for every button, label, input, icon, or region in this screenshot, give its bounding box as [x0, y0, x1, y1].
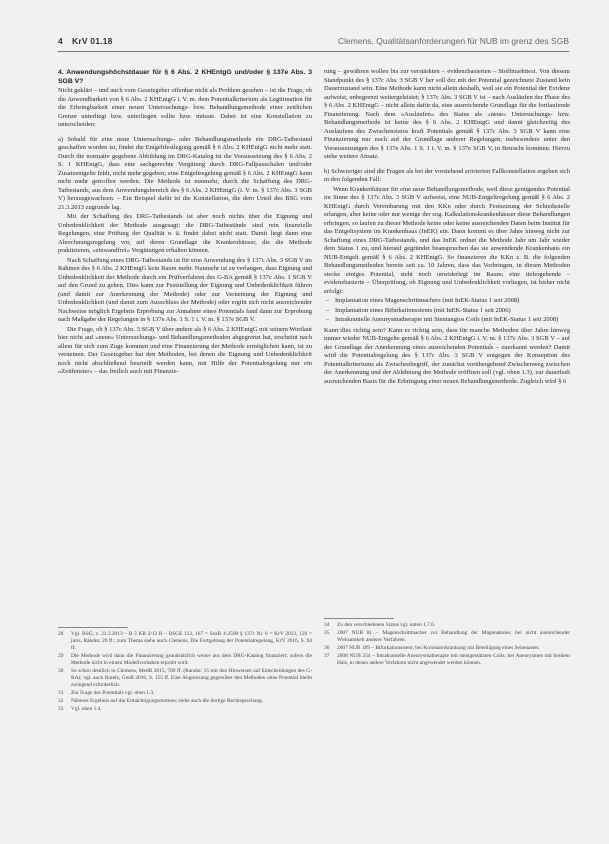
- intro-paragraph: Nicht geklärt – und auch vom Gesetzgeber offenbar nicht als Problem gesehen – ist die Frage, ob die Anwendbarkeit von § 6 Abs. 2 KHEntgG i. V. m. dem Potentialkriterium als Legitimation für die Erbringbarkeit einer neuen Untersuchungs- bzw. Behandlungsmethode einer zeitlichen Grenze unterliegt bzw. unterliegen sollte bzw. müsste. Dabei ist eine Konstellation zu unterscheiden:: [58, 87, 312, 128]
- footnote-number: 28: [58, 631, 64, 637]
- footnote-text: So schon deutlich in Clemens, MedR 2015, 789 ff. (Randnr. 15 mit den Hinweisen auf Entscheidungen des G-BA); vgl. auch Roters, GesR 2016, S. 155 ff. Eine Abgrenzung gegenüber den Methoden ohne Potential bleibt zwingend erforderlich.: [71, 668, 312, 688]
- right-column: [324, 68, 570, 387]
- body-paragraph: Nach Schaffung eines DRG-Tatbestands ist für eine Anwendung des § 137c Abs. 3 SGB V im Rahmen des § 6 Abs. 2 KHEntgG kein Raum mehr. Nunmehr ist zu verlangen, dass Eignung und Unbedenklichkeit der Methode durch ein Prüfverfahren des G-BA gemäß § 137c Abs. 1 SGB V auf den Grund zu gehen. Dies kann zur Feststellung der Eignung und Unbedenklichkeit führen (und damit zur Anerkennung der Methode) oder zur Verneinung der Eignung und Unbedenklichkeit (und damit zum Ausschluss der Methode) oder ergibt sich nicht ausreichender Nachweise möglich Ergebnis Erprobung zur Annahme eines Potentials fand dann zur Erprobung nach Maßgabe der Regelungen in § 137e Abs. 1 S. 1 i. V. m. § 137e SGB V.: [58, 256, 312, 323]
- page-number: 4: [58, 36, 63, 46]
- footnote-number: 29: [58, 653, 64, 659]
- running-header: [58, 36, 569, 50]
- list-item: – Implantation eines Bifurkationsstents (mit InEK-Status 1 seit 2006): [335, 307, 570, 316]
- footnote-number: 33: [58, 706, 64, 712]
- list-item: – Intrakranielle Aneurysmatherapie mit Stentangios Coils (mit InEK-Status 1 seit 2008): [335, 316, 570, 325]
- footnote-number: 35: [324, 630, 330, 636]
- footnote-text: 2007 NUB 189 – Bifurkationsstent; bei Koronarerkrankung mit Beteiligung eines Seitenastes.: [337, 645, 540, 651]
- footnote: [324, 645, 570, 652]
- footnote-number: 36: [324, 645, 330, 651]
- footnote-text: Zu den verschiedenen Status vgl. unten 1.7.6.: [337, 622, 436, 628]
- journal-name: KrV 01.18: [72, 36, 113, 46]
- footnote-text: 2007 NUB 81 – Magenschrittmacher zur Behandlung der Magenatonie; bei nicht ausreichender Wirksamkeit anderer Verfahren.: [337, 630, 570, 643]
- footnote: [324, 622, 570, 629]
- subsection-a-paragraph: a) Sobald für eine neue Untersuchungs- oder Behandlungsmethode ein DRG-Tatbestand geschaffen worden ist, findet die Entgeltfestlegung gemäß § 6 Abs. 2 KHEntgG nicht mehr statt. Durch die normativ gegebene Abbildung im DRG-Katalog ist die Voraussetzung des § 6 Abs. 2 S. 1 KHEntgG, dass eine sachgerechte Vergütung durch DRG-Fallpauschalen und/oder Zusatzentgelte fehlt, nicht mehr gegeben; eine Entgeltregelung gemäß § 6 Abs. 2 KHEntgG kann nicht mehr getroffen werden. Die Methode ist nunmehr, durch die Schaffung des DRG-Tatbestands, aus dem Anwendungsbereich des § 6 Abs. 2 KHEntgG (i. V. m. § 137c Abs. 3 SGB V) herausgewachsen. – Ein Beispiel dafür ist die Konstellation, die dem Urteil des BSG vom 21.3.2013 zugrunde lag.: [58, 135, 312, 211]
- body-paragraph: rung – gewähren wollen bis zur verstärkten – evidenzbasierten – Stoffmarkttest. Von diesem Standpunkt des § 137c Abs. 3 SGB V her soll der mit der Potential gezeichnete Zustand kein Dauerzustand sein. Eine Methode kann nicht allein deshalb, weil sie ein Potential der Evidenz aufweist, unbegrenzt weitergeleistet; § 137c Abs. 3 SGB V ist – nach Ausläufen der Phase des § 6 Abs. 2 KHEntgG – nicht allein dafür da, eine ausreichende Grundlage für die fortlaufende Finanzierung. Nach dem »Auslaufen« des Status als »neue« Untersuchungs- bzw. Behandlungsmethode ist keine des § 6 Abs. 2 KHEntgG und damit gleichzeitig des Auslaufens des Zwischenstatus kraft Potentials gemäß § 137c Abs. 3 SGB V kann eine Finanzierung nur noch auf der Grundlage anderer Regelungen, insbesondere unter den Voraussetzungen des § 137e Abs. 1 S. 1 i. V. m. § 137e SGB V, in Betracht kommen. Hierzu siehe weitere Ansatz.: [324, 68, 570, 160]
- body-paragraph: Die Frage, ob § 137c Abs. 3 SGB V über andere als § 6 Abs. 2 KHEntgG mit seinem Wortlaut hier nicht auf »neue« Untersuchungs- und Behandlungsmethoden abgegrenzt hat, erscheint nach allem für sich zum Zuge kommen und eine Finanzierung der Methode ermöglichen kann, ist zu verneinen. Der Gesetzgeber hat den Methoden, bei denen die Eignung und Unbedenklichkeit noch nicht abschließend beurteilt werden kann, mit Hilfe der Potentialregelung nur ein »Zeitfenster« – das freilich auch mit Finanzie-: [58, 325, 312, 375]
- footnote-text: Zur Frage des Potentials vgl. oben 1.3.: [71, 690, 155, 696]
- body-paragraph: Mit der Schaffung des DRG-Tatbestands ist aber noch nichts über die Eignung und Unbedenklichkeit der Methode ausgesagt; die DRG-Tatbestände sind rein finanzielle Regelungen, eine Prüfung der Qualität o. ä. findet dabei nicht statt. Damit liegt dann eine Abrechnungsregelung vor, auf deren Grundlage die Krankenhäuser, die die Methode praktizieren, »einwandfrei« Vergütungen erhalten können.: [58, 213, 312, 254]
- footnote: [324, 630, 570, 644]
- footnote-number: 34: [324, 622, 330, 628]
- footnote-number: 32: [58, 698, 64, 704]
- footnote-text: 2008 NUB 254 – Intrakranielle Aneurysmatherapie mit stentgestützten Coils; bei Aneurysmen mit breitem Hals, in denen andere Verfahren nicht angewendet werden können.: [337, 653, 570, 666]
- footnote-number: 30: [58, 668, 64, 674]
- list-item: – Implantation eines Magenschrittmachers (mit InEK-Status 1 seit 2008): [335, 297, 570, 306]
- footnotes-right: [324, 622, 570, 668]
- body-paragraph: Wenn Krankenhäuser für eine neue Behandlungsmethode, weil diese genügendes Potential im Sinne des § 137c Abs. 3 SGB V aufweist, eine NUB-Entgeltregelung gemäß § 6 Abs. 2 KHEntgG durch Vereinbarung mit den KKn oder durch Festsetzung der Schiedsstelle erlangen, aber keine oder nur wenige der sog. Kalkulationskrankenhäuser diese Behandlungen erbringen, so laufen zu dieser Methode keine oder keine ausreichenden Daten beim Institut für das Entgeltsystem im Krankenhaus (InEK) ein. Dann kommt es über Jahre hinweg nicht zur Schaffung eines DRG-Tatbestands, und das InEK ordnet die Methode Jahr um Jahr wieder dem Status 1 zu, und hierauf gegründet beanspruchen das sie anwendende Krankenhaus ein NUB-Entgelt gemäß § 6 Abs. 2 KHEntgG. So finanzieren die KKn z. B. die folgenden Behandlungsmethoden bereits seit ca. 10 Jahren, dass das Vorbringen, in diesen Methoden stecke einiges Potential, steht noch unwiderlegt im Raum; eine tiefergehende – evidenzbasierte – Überprüfung, ob Eignung und Unbedenklichkeit vorliegen, ist bisher nicht erfolgt:: [324, 185, 570, 295]
- subsection-b-paragraph: b) Schwieriger sind die Fragen als bei der vorstehend erörterten Fallkonstellation ergeben sich in den folgenden Fall:: [324, 167, 570, 183]
- header-rule: [58, 51, 569, 52]
- footnote-number: 31: [58, 690, 64, 696]
- footnotes-left: [58, 631, 312, 714]
- footnote: [58, 668, 312, 689]
- method-list: [324, 297, 570, 325]
- left-column: [58, 68, 312, 378]
- footnote: [58, 690, 312, 697]
- footnote: [58, 698, 312, 705]
- footnote-number: 37: [324, 653, 330, 659]
- footnote: [58, 653, 312, 667]
- footnote-text: Die Methode wird dann die Finanzierung grundsätzlich weiter aus dem DRG-Katalog finanziert; sofern die Methode nicht in einem Modellvorhaben erprobt wird.: [71, 653, 312, 666]
- section-heading: 4. Anwendungshöchstdauer für § 6 Abs. 2 KHEntgG und/oder § 137e Abs. 3 SGB V?: [58, 69, 312, 85]
- footnote: [58, 706, 312, 713]
- footnote: [324, 653, 570, 667]
- running-title: Clemens, Qualitätsanforderungen für NUB im grenz des SGB: [337, 36, 569, 46]
- footnote-text: Näheres Ergebnis auf die Ermächtigungsnormen; siehe auch die dortige Rechtsprechung.: [71, 698, 264, 704]
- footnote: [58, 631, 312, 652]
- footnote-text: Vgl. oben 1.4.: [71, 706, 102, 712]
- footnote-text: Vgl. BSG, v. 21.3.2013 – B 3 KR 2/12 R – BSGE 113, 167 = SozR 4-2500 § 137c Nr. 6 = KrV 2013, 129 = juris, Randnr. 20 ff.; zum Thema siehe auch Clemens, Die Fortgeltung der Potentialregelung, KrV 2016, S. 94 ff.: [71, 631, 312, 651]
- footnote-rule: [58, 627, 128, 628]
- footnote-rule: [324, 618, 394, 619]
- body-paragraph: Kann dies richtig sein? Kann es richtig sein, dass für manche Methoden über Jahre hinweg immer wieder NUB-Entgelte gemäß § 6 Abs. 2 KHEntgG i. V. m. § 137c Abs. 3 SGB V – auf der Grundlage der Anerkennung eines ausreichenden Potentials – zuerkannt werden? Damit wird die Potentialregelung des § 137c Abs. 3 SGB V entgegen der Konzeption des Potentialkriteriums als Zwischenbegriff, der zunächst vorübergehend Zwischenweg zwischen der Anerkennung und der Ablehnung der Methode eröffnen soll (vgl. oben 1.3), zur dauerhaft ausreichenden Basis für die Erbringung einer neuen Behandlungsmethode. Zugleich wird § 6: [324, 326, 570, 385]
